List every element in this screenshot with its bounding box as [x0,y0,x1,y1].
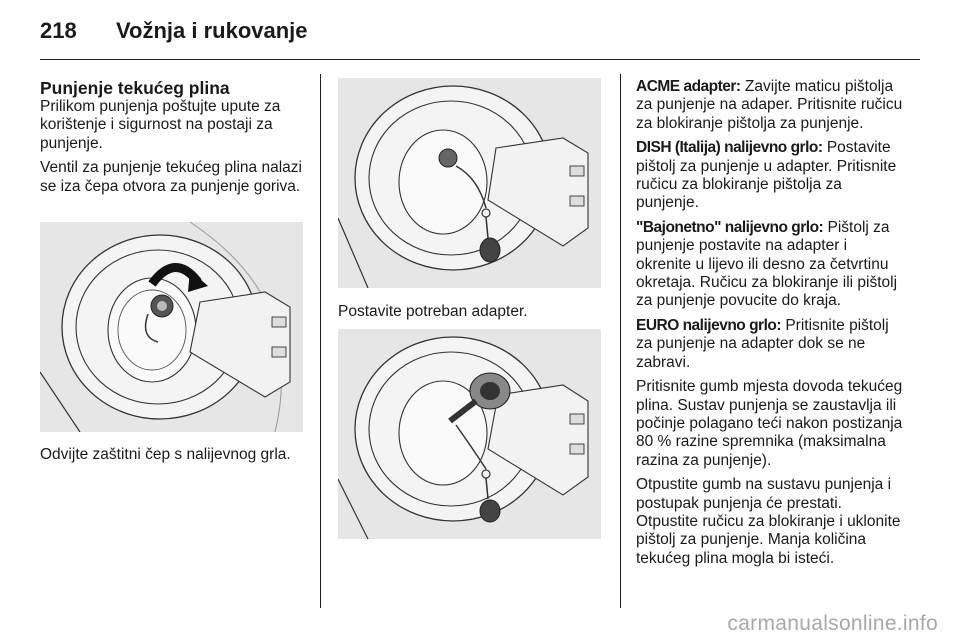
figure-adapter-2 [338,329,601,539]
section-heading: Punjenje tekućeg plina [40,78,230,98]
column-1 [40,78,310,202]
paragraph-safety: Prilikom punjenja poštujte upute za korištenje i sigurnost na postaji za punjenje. [40,98,281,152]
caption-unscrew-cap: Odvijte zaštitni čep s nalijevnog grla. [40,446,291,463]
paragraph-bayonet [636,219,906,311]
caption-select-adapter: Postavite potreban adapter. [338,303,528,320]
text-bayonet: Pištolj za punjenje postavite na adapter i okrenite u lijevo ili desno za četvrtinu okretaja. Ručicu za blokiranje ili pištolj za punjenje povucite do kraja. [636,218,898,310]
text-euro: Pritisnite pištolj za punjenje na adapter dok se ne zabravi. [636,316,889,371]
text-dish: Postavite pištolj za punjenje u adapter. Pritisnite ručicu za blokiranje pištolja za punjenje. [636,139,897,212]
page-number: 218 [40,18,77,43]
header-rule [40,59,920,60]
paragraph-press-button: Pritisnite gumb mjesta dovoda tekućeg plina. Sustav punjenja se zaustavlja ili počinje polagano teći nakon postizanja 80 % razine spremnika (maksimalna razina za punjenje). [636,378,903,469]
page-header [40,16,920,60]
column-3 [636,78,906,574]
text-acme: Zavijte maticu pištolja za punjenje na adaper. Pritisnite ručicu za blokiranje pištolja za punjenje. [636,78,903,132]
adapter-illustration-1 [338,78,601,288]
paragraph-acme [636,78,906,133]
figure-unscrew-cap [40,222,303,432]
term-bayonet: "Bajonetno" nalijevno grlo: [636,218,824,236]
watermark: carmanualsonline.info [727,612,938,635]
adapter-illustration-2 [338,329,601,539]
chapter-title: Vožnja i rukovanje [116,18,308,43]
paragraph-release: Otpustite gumb na sustavu punjenja i postupak punjenja će prestati. Otpustite ručicu za blokiranje i uklonite pištolj za punjenje. Manja količina tekućeg plina mogla bi isteći. [636,476,901,567]
fuel-door-cap-illustration [40,222,303,432]
term-acme: ACME adapter: [636,78,741,95]
paragraph-valve-location: Ventil za punjenje tekućeg plina nalazi se iza čepa otvora za punjenje goriva. [40,159,302,195]
column-divider-1 [320,74,321,608]
figure-adapter-1 [338,78,601,288]
term-dish: DISH (Italija) nalijevno grlo: [636,139,823,157]
paragraph-euro [636,317,906,372]
term-euro: EURO nalijevno grlo: [636,316,782,334]
paragraph-dish [636,139,906,213]
column-divider-2 [620,74,621,608]
